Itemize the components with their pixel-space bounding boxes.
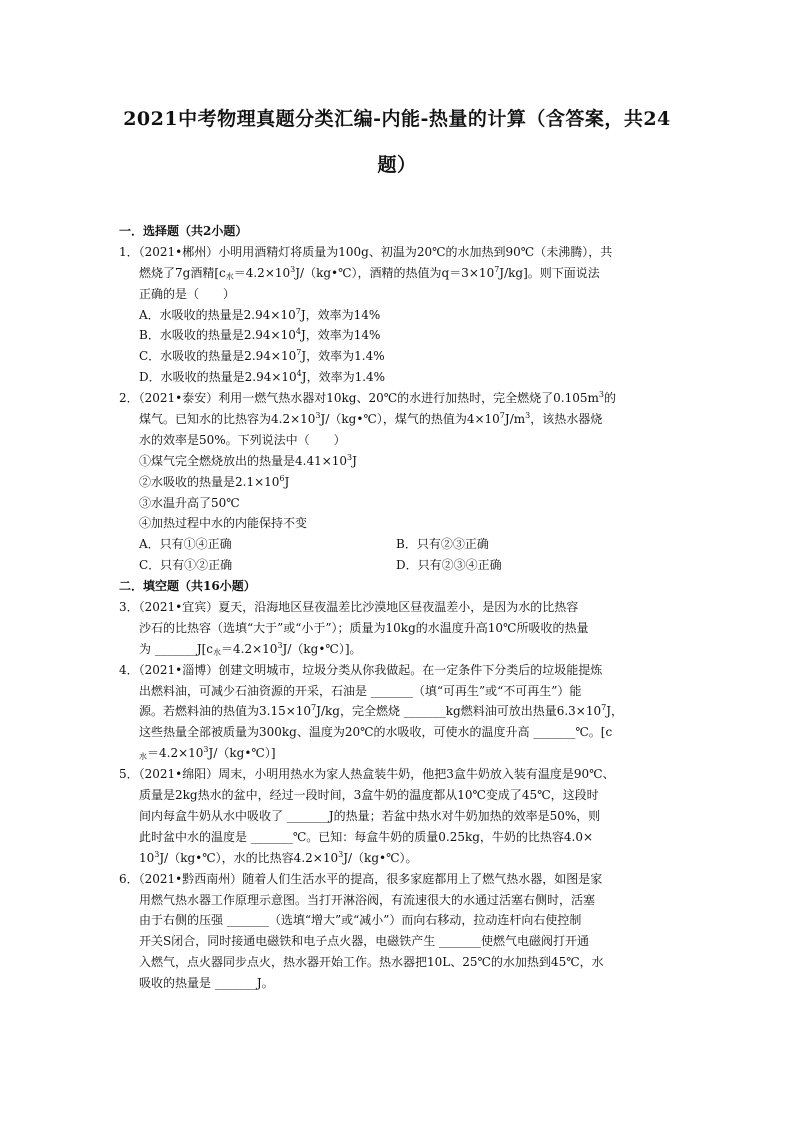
question-4-line-4: 这些热量全部被质量为300kg、温度为20℃的水吸收，可使水的温度升高 _______℃。[c xyxy=(139,725,613,740)
question-4-line-1: 4．（2021•淄博）创建文明城市，垃圾分类从你我做起。在一定条件下分类后的垃圾能提炼 xyxy=(119,662,603,677)
question-2-line-2: 煤气。已知水的比热容为$4.2\times 10^3J/(kg•℃)$，煤气的热值为$4\times 10^7J/m^3$，该热水器烧 xyxy=(139,411,603,427)
question-2-statement-4: ④加热过程中水的内能保持不变 xyxy=(139,516,308,531)
question-6-line-6: 吸收的热量是 _______J。 xyxy=(139,976,274,991)
question-3-line-1: 3．（2021•宜宾）夏天，沿海地区昼夜温差比沙漠地区昼夜温差小，是因为水的比热容 xyxy=(119,600,579,615)
question-1-option-b: B．水吸收的热量是$2.94\times 10^4J$，效率为14% xyxy=(139,327,381,343)
section-heading-choice: 一．选择题（共2小题） xyxy=(119,224,248,238)
question-4-line-2: 出燃料油，可减少石油资源的开采，石油是 _______（填“可再生”或“不可再生”）能 xyxy=(139,683,582,698)
question-4-line-3: 源。若燃料油的热值为$3.15\times 10^7J/kg$，完全燃烧 _______kg燃料油可放出热量$6.3\times 10^7J$， xyxy=(139,703,624,719)
question-3-line-2: 沙石的比热容（选填“大于”或“小于”）；质量为10kg的水温度升高10℃所吸收的热量 xyxy=(139,620,589,635)
question-2-option-c: C．只有①②正确 xyxy=(139,558,233,573)
question-6-line-1: 6．（2021•黔西南州）随着人们生活水平的提高，很多家庭都用上了燃气热水器，如图是家 xyxy=(119,871,603,886)
exam-content xyxy=(119,221,689,994)
page-title-continued: 题） xyxy=(377,154,417,176)
question-2-statement-1: ①煤气完全燃烧放出的热量是$4.41\times 10^3J$ xyxy=(139,452,357,468)
question-1-line-2: 燃烧了7g酒精[$c_水=4.2\times 10^3J/(kg•℃)$，酒精的热值为$q=3\times 10^7J/kg$]。则下面说法 xyxy=(139,264,600,281)
page-title: 2021中考物理真题分类汇编-内能-热量的计算（含答案，共24 xyxy=(123,108,671,130)
question-5-line-2: 质量是2kg热水的盆中，经过一段时间，3盒牛奶的温度都从10℃变成了45℃，这段时 xyxy=(139,788,599,803)
question-2-option-d: D．只有②③④正确 xyxy=(396,558,502,573)
question-2-options-row-1 xyxy=(119,534,689,555)
question-5-line-5: $10^3J/(kg•℃)$，水的比热容$4.2\times 10^3J/(kg•℃)$。 xyxy=(139,849,418,865)
question-3-line-3: 为 $\_\_\_\_\_\_\_J[c_水=4.2\times 10^3J/(kg•℃)]$。 xyxy=(139,640,362,657)
question-6-line-3: 由于右侧的压强 _______（选填“增大”或“减小”）而向右移动，拉动连杆向右使控制 xyxy=(139,913,582,928)
question-5-line-3: 间内每盒牛奶从水中吸收了 _______J的热量；若盆中热水对牛奶加热的效率是50%，则 xyxy=(139,808,601,823)
question-6-line-4: 开关S闭合，同时接通电磁铁和电子点火器，电磁铁产生 _______使燃气电磁阀打开通 xyxy=(139,934,590,949)
section-heading-fill: 二．填空题（共16小题） xyxy=(119,579,256,594)
question-1-option-a: A．水吸收的热量是$2.94\times 10^7J$，效率为14% xyxy=(139,306,381,322)
question-2-statement-2: ②水吸收的热量是$2.1\times 10^6J$ xyxy=(139,473,290,489)
question-1-option-c: C．水吸收的热量是$2.94\times 10^7J$，效率为1.4% xyxy=(139,348,385,364)
question-1-option-d: D．水吸收的热量是$2.94\times 10^4J$，效率为1.4% xyxy=(139,369,386,385)
question-2-line-1: 2．（2021•泰安）利用一燃气热水器对10kg、20℃的水进行加热时，完全燃烧了$0.105m^3$的 xyxy=(119,390,617,406)
question-2-option-b: B．只有②③正确 xyxy=(396,537,489,552)
question-6-line-5: 入燃气，点火器同步点火，热水器开始工作。热水器把10L、25℃的水加热到45℃，水 xyxy=(139,955,604,970)
question-1-line-3: 正确的是（ ） xyxy=(139,286,236,301)
question-2-options-row-2 xyxy=(119,555,689,576)
question-5-line-4: 此时盆中水的温度是 _______℃。已知：每盒牛奶的质量0.25kg，牛奶的比热容4.0× xyxy=(139,829,594,844)
question-2-option-a: A．只有①④正确 xyxy=(139,537,232,552)
question-2-line-3: 水的效率是50%。下列说法中（ ） xyxy=(139,432,346,447)
question-4-line-5: $_水=4.2\times 10^3J/(kg•℃)$] xyxy=(139,745,276,762)
question-2-statement-3: ③水温升高了50℃ xyxy=(139,495,240,510)
question-5-line-1: 5．（2021•绵阳）周末，小明用热水为家人热盒装牛奶，他把3盒牛奶放入装有温度是90℃、 xyxy=(119,767,615,782)
question-6-line-2: 用燃气热水器工作原理示意图。当打开淋浴阀，有流速很大的水通过活塞右侧时，活塞 xyxy=(139,892,596,907)
question-1-line-1: 1．（2021•郴州）小明用酒精灯将质量为100g、初温为20℃的水加热到90℃（未沸腾），共 xyxy=(119,244,613,259)
